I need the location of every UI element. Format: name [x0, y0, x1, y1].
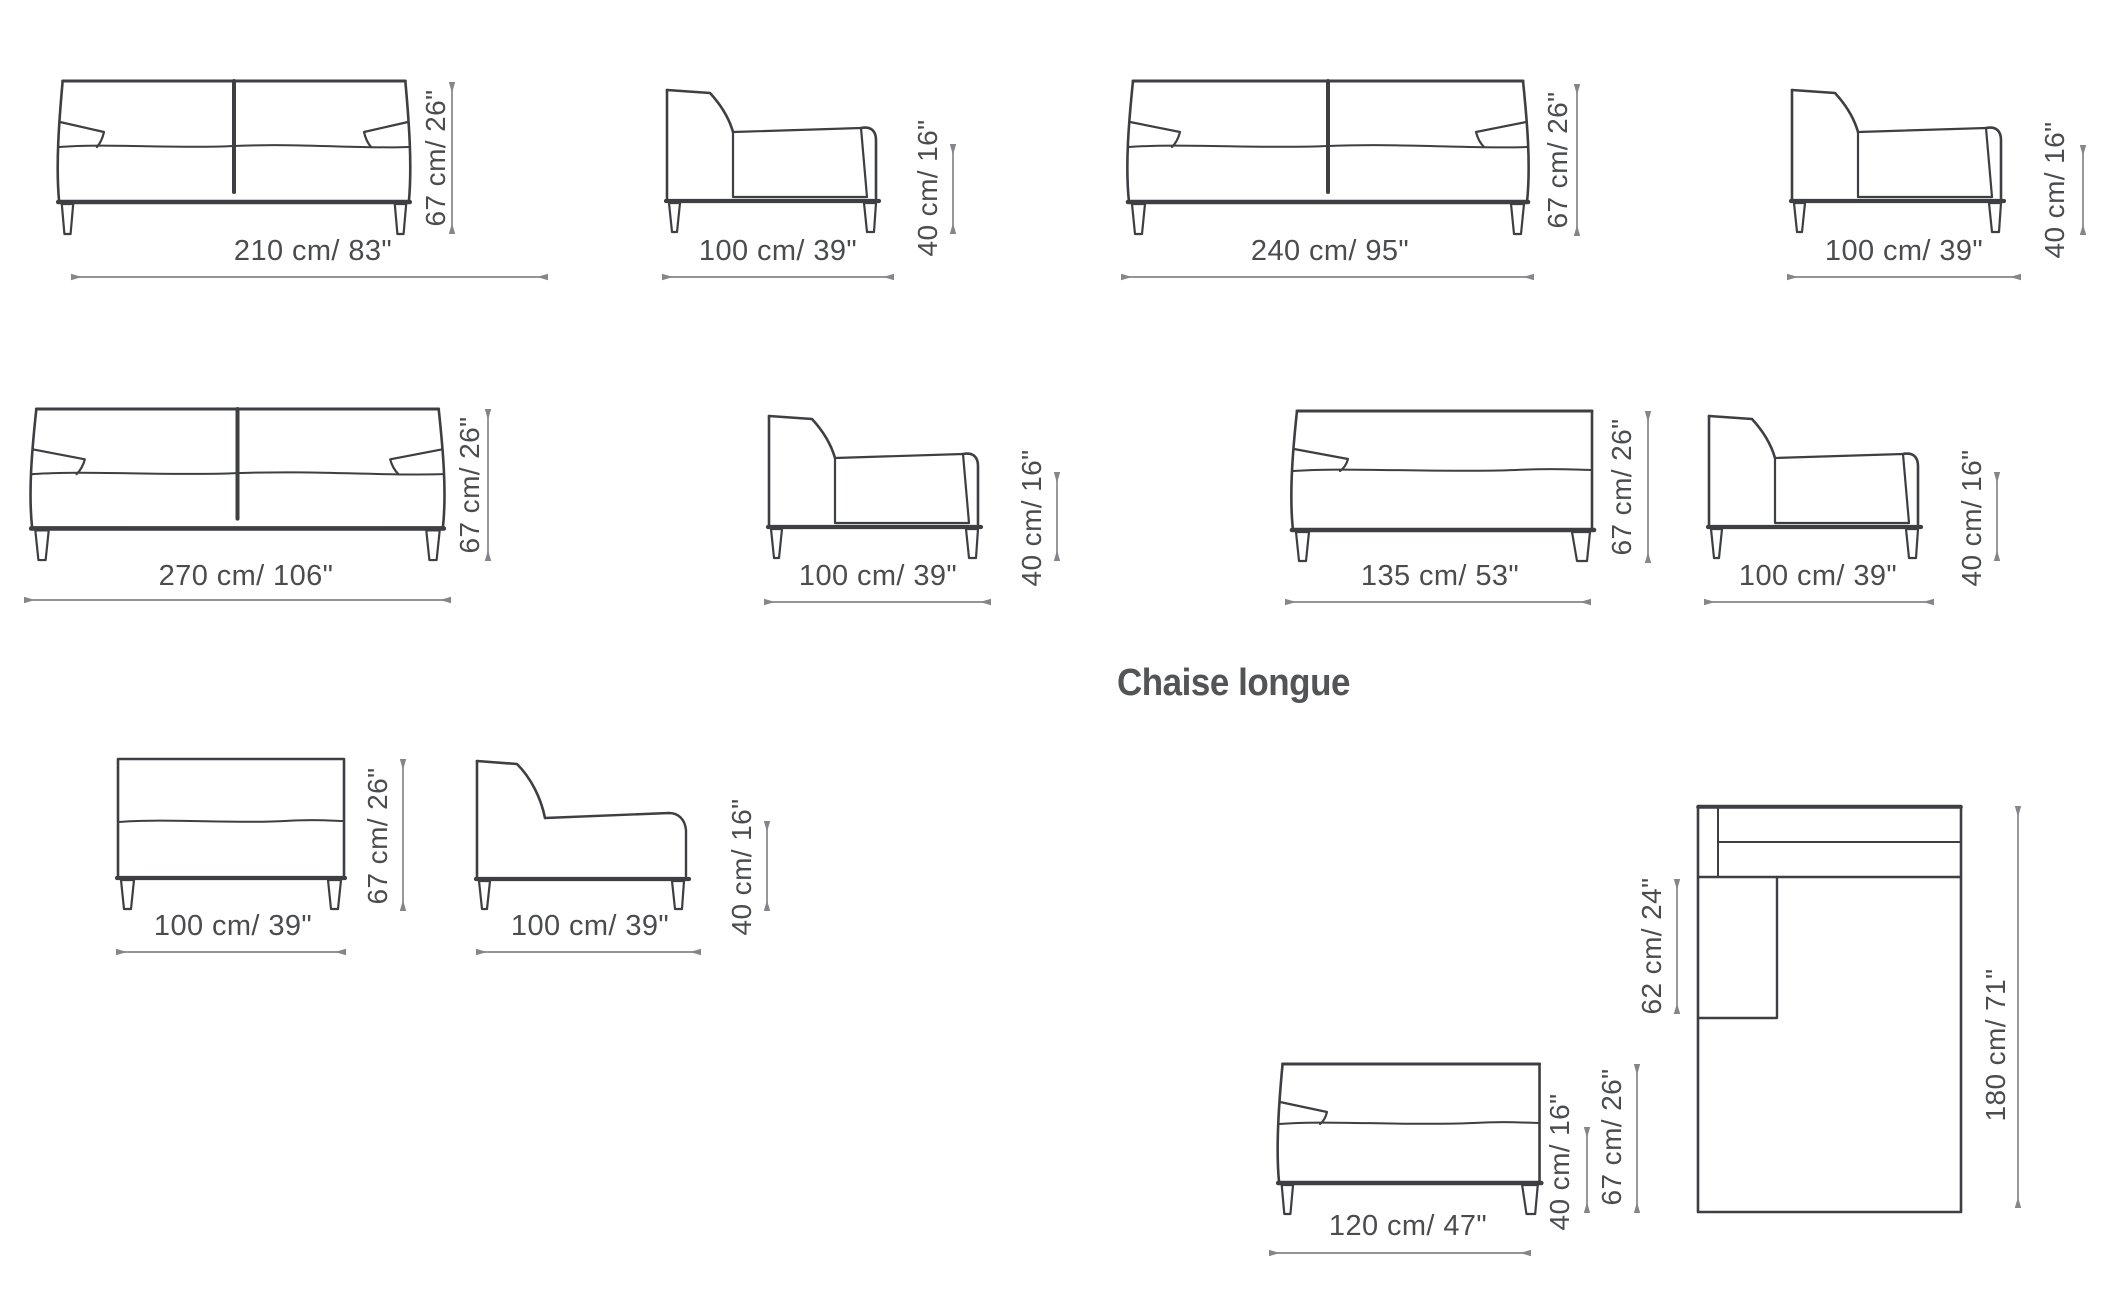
dim-label-sofa210-seat-height: 40 cm/ 16"	[912, 119, 943, 257]
dim-label-sofa135-front-width: 135 cm/ 53"	[1360, 560, 1520, 592]
dim-label-sofa210-front-width: 210 cm/ 83"	[233, 235, 393, 267]
dim-label-chaise-front-width: 120 cm/ 47"	[1328, 1210, 1488, 1242]
dim-label-chaise-side-seat-height: 40 cm/ 16"	[726, 798, 757, 936]
dim-label-sofa210-height: 67 cm/ 26"	[420, 89, 451, 227]
dim-label-chaise-top-length: 180 cm/ 71"	[1980, 968, 2011, 1122]
dim-label-sofa240-seat-height: 40 cm/ 16"	[2039, 121, 2070, 259]
dim-label-chaise-front-seat-height: 40 cm/ 16"	[1544, 1093, 1575, 1231]
dim-label-element100-width: 100 cm/ 39"	[153, 910, 313, 942]
dim-label-sofa135-side-width: 100 cm/ 39"	[1738, 560, 1898, 592]
dim-label-chaise-side-width: 100 cm/ 39"	[510, 910, 670, 942]
dim-label-sofa270-front-width: 270 cm/ 106"	[158, 560, 334, 592]
dim-label-sofa135-height: 67 cm/ 26"	[1606, 418, 1637, 556]
dim-label-chaise-top-depth: 62 cm/ 24"	[1636, 877, 1667, 1015]
dim-label-chaise-front-height: 67 cm/ 26"	[1596, 1068, 1627, 1206]
dim-label-sofa270-seat-height: 40 cm/ 16"	[1016, 449, 1047, 587]
dim-label-sofa210-side-width: 100 cm/ 39"	[698, 235, 858, 267]
dim-label-sofa240-front-width: 240 cm/ 95"	[1250, 235, 1410, 267]
dim-label-sofa135-seat-height: 40 cm/ 16"	[1956, 449, 1987, 587]
dim-label-sofa270-height: 67 cm/ 26"	[454, 416, 485, 554]
dim-label-sofa270-side-width: 100 cm/ 39"	[798, 560, 958, 592]
dim-label-sofa240-height: 67 cm/ 26"	[1542, 91, 1573, 229]
dim-label-element100-height: 67 cm/ 26"	[362, 767, 393, 905]
chaise-top-drawing	[1677, 806, 2018, 1212]
chaise-longue-heading: Chaise longue	[1117, 662, 1350, 704]
dim-label-sofa240-side-width: 100 cm/ 39"	[1824, 235, 1984, 267]
